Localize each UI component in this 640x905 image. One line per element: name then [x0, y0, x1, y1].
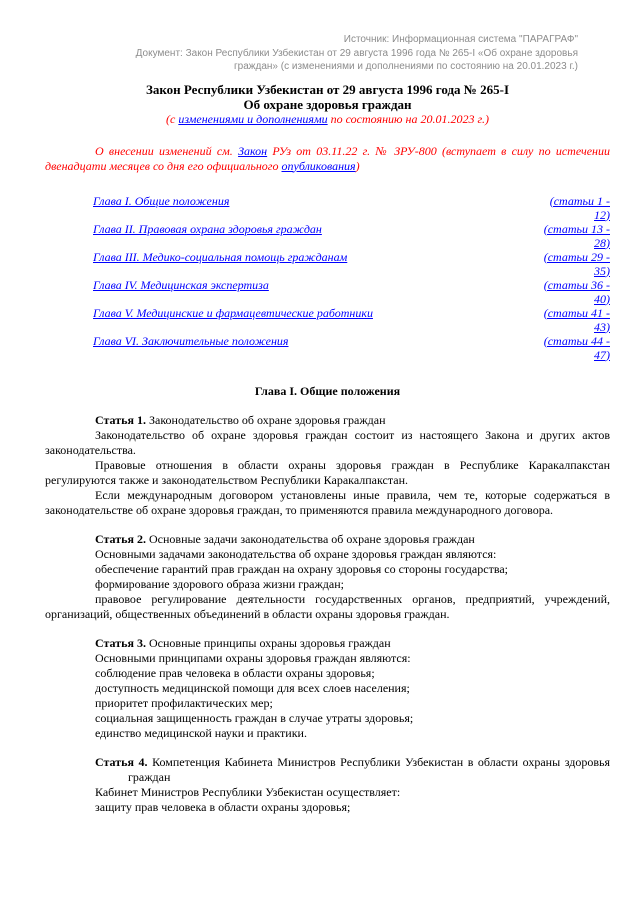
amendment-text-2: РУз от 03.11.22 г. № ЗРУ-800 (вступает в силу по истечении двенадцати месяцев со дня его официального [45, 143, 611, 173]
toc-range-chapter-2-line-2[interactable]: 28) [594, 235, 610, 250]
article-1-title: Законодательство об охране здоровья граждан [145, 412, 386, 427]
source-line: Источник: Информационная система "ПАРАГРАФ" [343, 34, 578, 45]
article-3 [45, 636, 610, 741]
article-2-title: Основные задачи законодательства об охране здоровья граждан [145, 531, 475, 546]
article-3-number: Статья 3. [95, 635, 146, 650]
document-meta-header [45, 33, 578, 74]
law-title-line-1: Закон Республики Узбекистан от 29 августа 1996 года № 265-I [145, 81, 510, 97]
amendment-text-1: О внесении изменений см. [95, 143, 239, 158]
toc-range-chapter-4-line-2[interactable]: 40) [594, 291, 610, 306]
article-3-paragraph: доступность медицинской помощи для всех слоев населения; [95, 680, 410, 695]
toc-range-chapter-1-line-2[interactable]: 12) [594, 207, 610, 222]
toc-range-chapter-6-line-2[interactable]: 47) [594, 347, 610, 362]
toc-range-chapter-3-line-1[interactable]: (статьи 29 - [543, 249, 610, 264]
toc-row-chapter-6 [45, 334, 610, 362]
toc-range-chapter-6-line-1[interactable]: (статьи 44 - [543, 333, 610, 348]
table-of-contents [45, 194, 610, 362]
amend-suffix: по состоянию на 20.01.2023 г.) [327, 111, 489, 126]
toc-row-chapter-5 [45, 306, 610, 334]
article-2 [45, 532, 610, 622]
amendment-publication-link[interactable]: опубликования [281, 158, 356, 173]
toc-link-chapter-6[interactable]: Глава VI. Заключительные положения [93, 333, 289, 348]
article-4-paragraph: защиту прав человека в области охраны здоровья; [95, 799, 351, 814]
law-title-line-2: Об охране здоровья граждан [243, 96, 412, 112]
article-1 [45, 413, 610, 518]
article-3-paragraph: Основными принципами охраны здоровья граждан являются: [95, 650, 411, 665]
toc-range-chapter-5-line-1[interactable]: (статьи 41 - [543, 305, 610, 320]
article-3-paragraph: соблюдение прав человека в области охраны здоровья; [95, 665, 375, 680]
chapter-1-heading: Глава I. Общие положения [254, 383, 401, 398]
toc-range-chapter-4-line-1[interactable]: (статьи 36 - [543, 277, 610, 292]
amendment-note [45, 144, 610, 174]
document-line-1: Документ: Закон Республики Узбекистан от 29 августа 1996 года № 265-I «Об охране здоровья [135, 47, 578, 59]
toc-row-chapter-4 [45, 278, 610, 306]
toc-link-chapter-5[interactable]: Глава V. Медицинские и фармацевтические работники [93, 305, 373, 320]
article-3-paragraph: приоритет профилактических мер; [95, 695, 273, 710]
toc-link-chapter-2[interactable]: Глава II. Правовая охрана здоровья граждан [93, 221, 322, 236]
toc-row-chapter-1 [45, 194, 610, 222]
article-1-number: Статья 1. [95, 412, 146, 427]
article-2-paragraph: обеспечение гарантий прав граждан на охрану здоровья со стороны государства; [95, 561, 508, 576]
amendments-link[interactable]: изменениями и дополнениями [178, 111, 328, 126]
toc-link-chapter-3[interactable]: Глава III. Медико-социальная помощь гражданам [93, 249, 348, 264]
toc-row-chapter-2 [45, 222, 610, 250]
article-1-paragraph: Законодательство об охране здоровья граждан состоит из настоящего Закона и других актов законодательства. [45, 427, 610, 457]
article-2-paragraph: Основными задачами законодательства об охране здоровья граждан являются: [95, 546, 497, 561]
amendment-law-link[interactable]: Закон [238, 143, 268, 158]
toc-link-chapter-1[interactable]: Глава I. Общие положения [93, 193, 230, 208]
toc-range-chapter-5-line-2[interactable]: 43) [594, 319, 610, 334]
title-block [45, 82, 610, 127]
amend-prefix: (с [166, 111, 179, 126]
article-4-paragraph: Кабинет Министров Республики Узбекистан осуществляет: [95, 784, 401, 799]
toc-range-chapter-2-line-1[interactable]: (статьи 13 - [543, 221, 610, 236]
article-1-paragraph: Правовые отношения в области охраны здоровья граждан в Республике Каракалпакстан регулируются также и законодательством Республики Каракалпакстан. [45, 457, 610, 487]
article-1-paragraph: Если международным договором установлены иные правила, чем те, которые содержаться в законодательстве об охране здоровья граждан, то применяются правила международного договора. [45, 487, 610, 517]
article-2-number: Статья 2. [95, 531, 146, 546]
amendment-text-3: ) [355, 158, 360, 173]
article-4 [45, 755, 610, 815]
article-3-heading [45, 636, 610, 651]
article-4-heading [45, 755, 610, 785]
amendments-status-line [45, 112, 610, 127]
article-3-title: Основные принципы охраны здоровья граждан [145, 635, 391, 650]
article-2-paragraph: правовое регулирование деятельности государственных органов, предприятий, учреждений, организаций, общественных объединений в области охраны здоровья граждан. [45, 591, 610, 621]
article-2-heading [45, 532, 610, 547]
article-4-title: Компетенция Кабинета Министров Республики Узбекистан в области охраны здоровья граждан [128, 754, 610, 784]
article-3-paragraph: социальная защищенность граждан в случае утраты здоровья; [95, 710, 414, 725]
toc-link-chapter-4[interactable]: Глава IV. Медицинская экспертиза [93, 277, 269, 292]
article-2-paragraph: формирование здорового образа жизни граждан; [95, 576, 344, 591]
toc-row-chapter-3 [45, 250, 610, 278]
article-1-heading [45, 413, 610, 428]
toc-range-chapter-3-line-2[interactable]: 35) [594, 263, 610, 278]
article-4-number: Статья 4. [95, 754, 148, 769]
toc-range-chapter-1-line-1[interactable]: (статьи 1 - [549, 193, 610, 208]
article-3-paragraph: единство медицинской науки и практики. [95, 725, 307, 740]
document-line-2: граждан» (с изменениями и дополнениями по состоянию на 20.01.2023 г.) [234, 61, 578, 72]
